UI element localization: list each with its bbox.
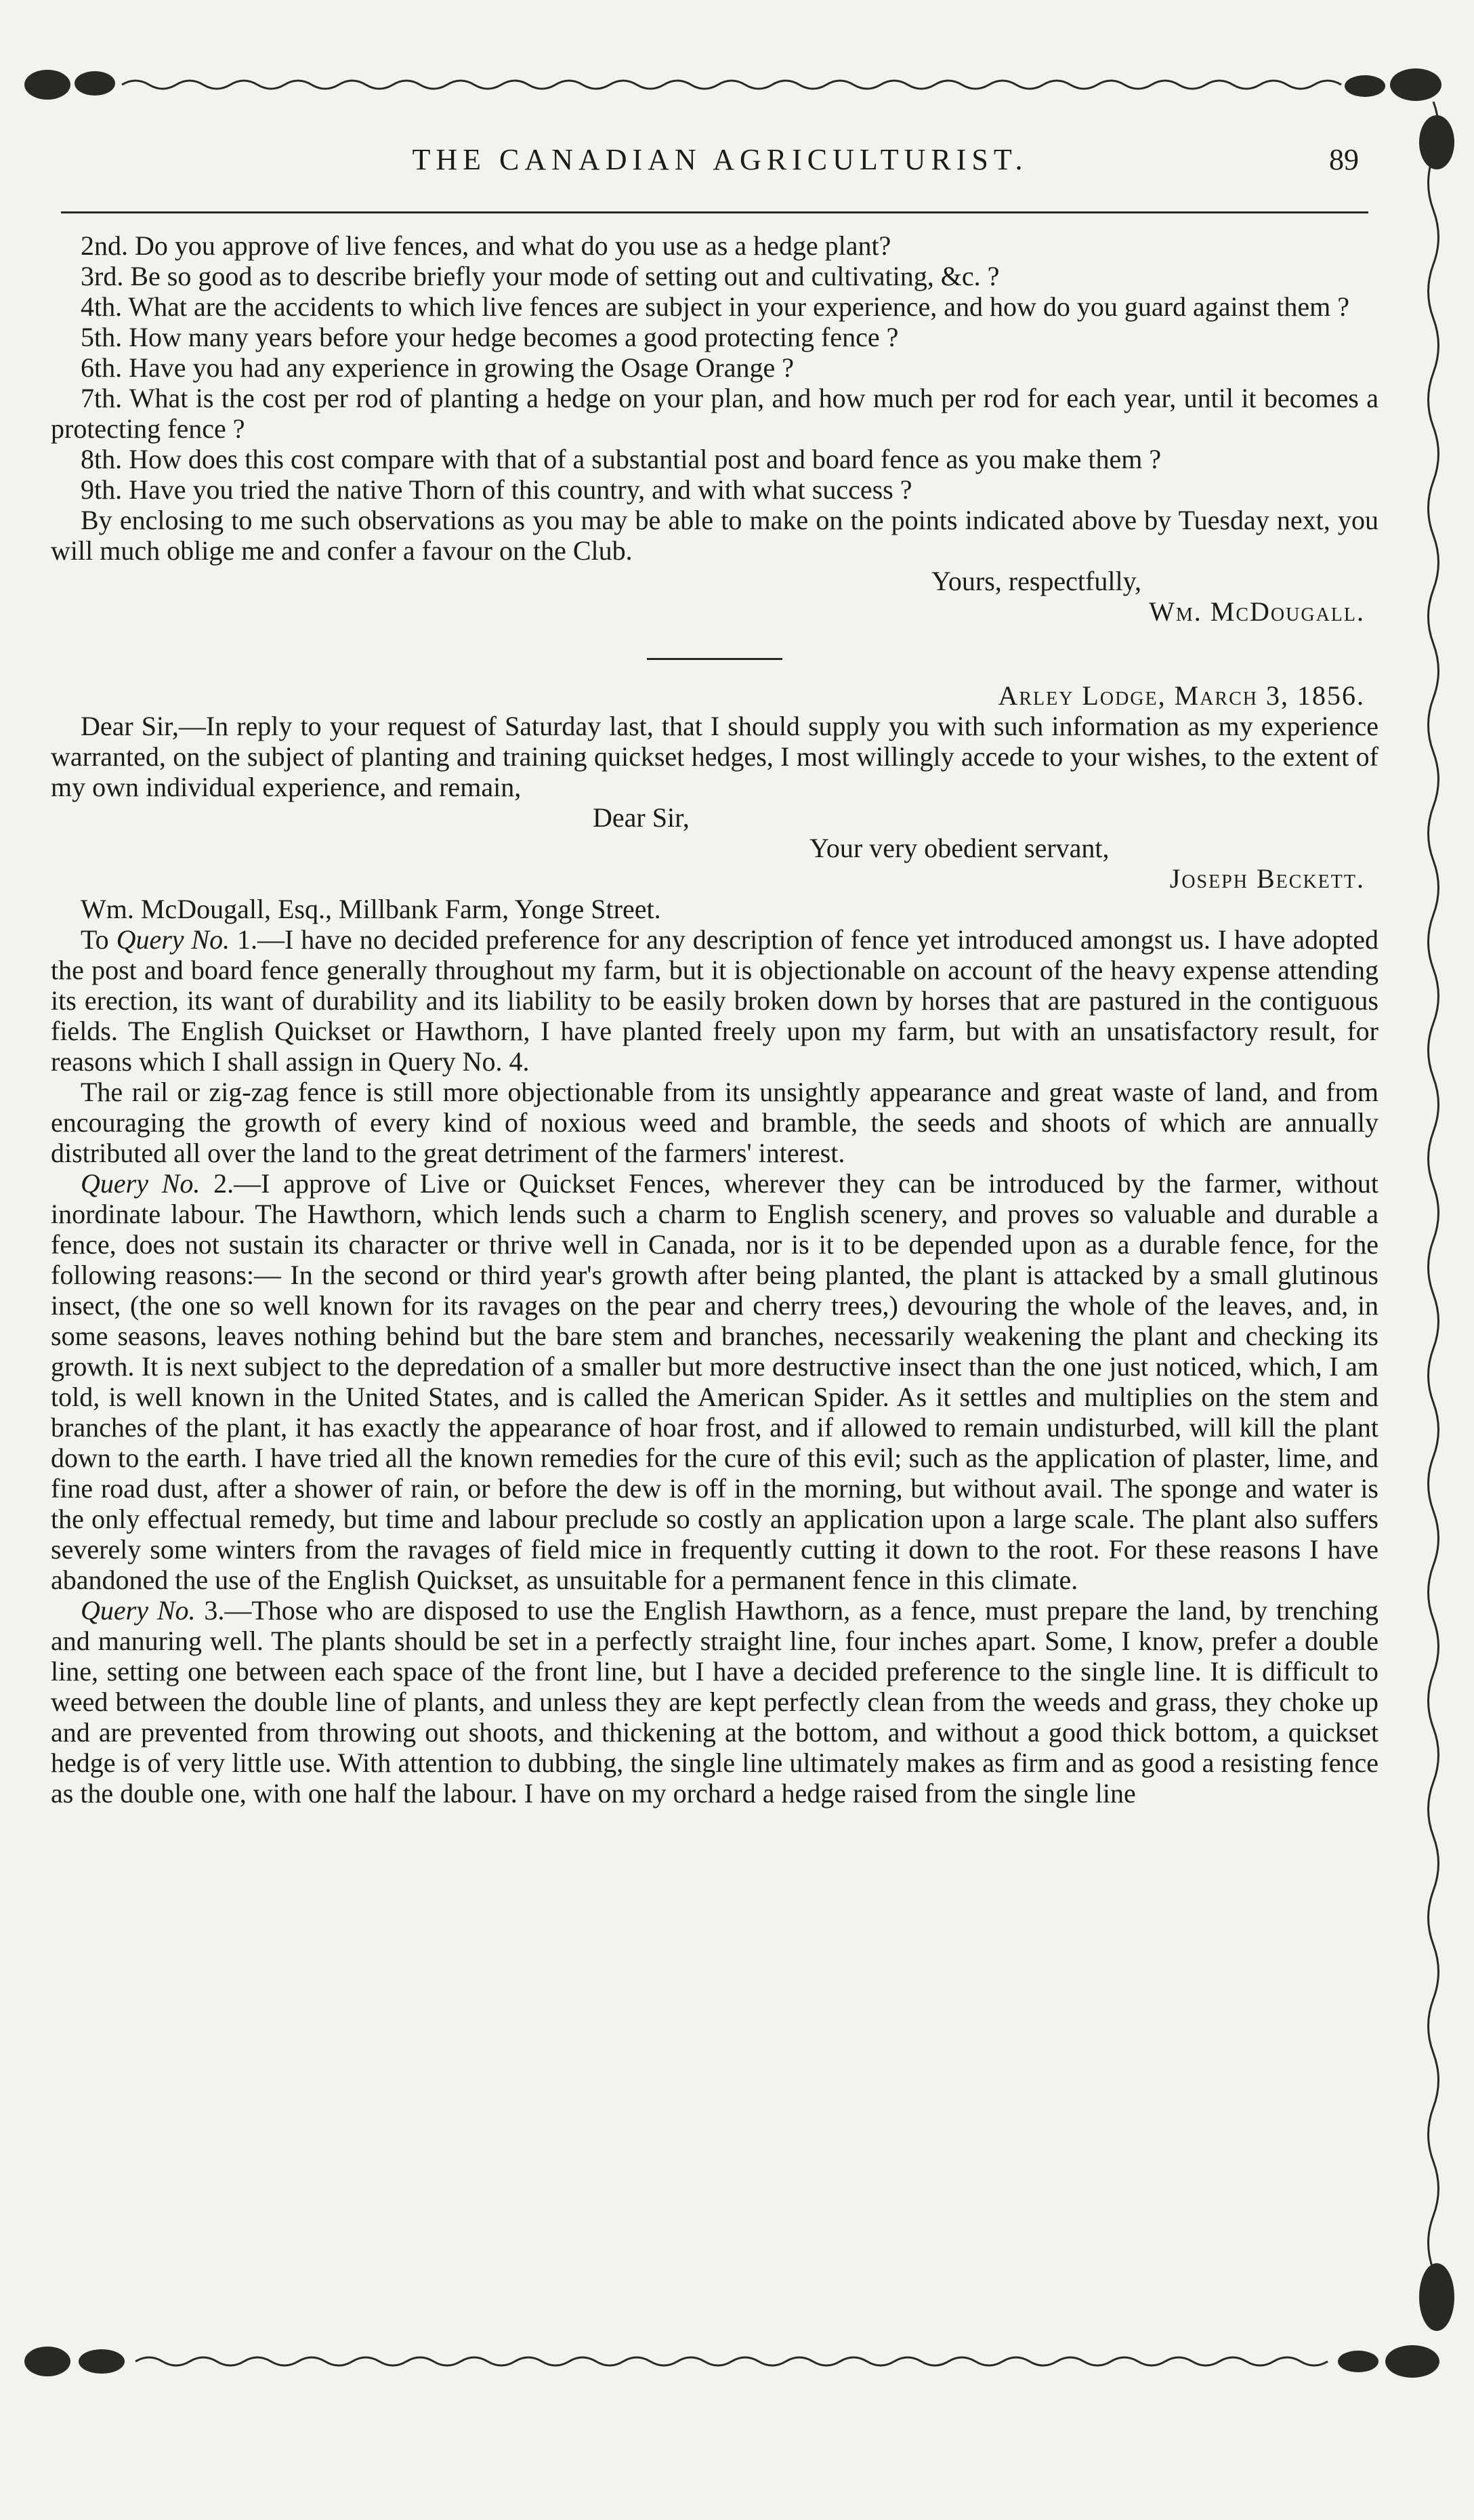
section-divider xyxy=(647,658,782,660)
addressee: Wm. McDougall, Esq., Millbank Farm, Yonge Street. xyxy=(81,894,661,924)
salutation: Dear Sir, xyxy=(593,802,690,833)
top-ornament-border xyxy=(20,64,1450,105)
query-item: 5th. How many years before your hedge becomes a good protecting fence ? xyxy=(81,322,899,352)
query-label: Query No. xyxy=(81,1168,201,1199)
signature-mcdougall: Wm. McDougall. xyxy=(1149,596,1365,627)
page-number: 89 xyxy=(1329,143,1359,176)
answer-text: The rail or zig-zag fence is still more objectionable from its unsightly appearance and great waste of land, and from encouraging the growth of every kind of noxious weed and bramble, the seeds and shoots of which are annually distributed all over the land to the great detriment of the farmers' interest. xyxy=(51,1077,1378,1168)
query-label: Query No. xyxy=(116,924,230,955)
query-item: 7th. What is the cost per rod of planting a hedge on your plan, and how much per rod for each year, until it becomes a protecting fence ? xyxy=(51,383,1378,444)
dateline: Arley Lodge, March 3, 1856. xyxy=(998,680,1365,711)
answer-prefix: To xyxy=(81,924,117,955)
valediction: Your very obedient servant, xyxy=(809,833,1110,863)
answer-paragraph xyxy=(51,1595,1378,1809)
query-label: Query No. xyxy=(81,1595,196,1626)
query-item: 6th. Have you had any experience in growing the Osage Orange ? xyxy=(81,352,794,383)
query-number: 3. xyxy=(195,1595,225,1626)
query-number: 1. xyxy=(230,924,258,955)
query-number: 2. xyxy=(200,1168,234,1199)
signature-beckett: Joseph Beckett. xyxy=(1169,863,1365,894)
query-item: 3rd. Be so good as to describe briefly your mode of setting out and cultivating, &c. ? xyxy=(81,261,1000,291)
header-rule xyxy=(61,211,1368,213)
running-head xyxy=(61,142,1379,190)
query-item: 8th. How does this cost compare with that of a substantial post and board fence as you make them ? xyxy=(81,444,1162,474)
answer-text: —I approve of Live or Quickset Fences, wherever they can be introduced by the farmer, without inordinate labour. The Hawthorn, which lends such a charm to English scenery, and proves so valuable and durable a fence, does not sustain its character or thrive well in Canada, nor is it to be depended upon as a durable fence, for the following reasons:— In the second or third year's growth after being planted, the plant is attacked by a small glutinous insect, (the one so well known for its ravages on the pear and cherry trees,) devouring the whole of the leaves, and, in some seasons, leaves nothing behind but the bare stem and branches, necessarily weakening the plant and checking its growth. It is next subject to the depredation of a smaller but more destructive insect than the one just noticed, which, I am told, is well known in the United States, and is called the American Spider. As it settles and multiplies on the stem and branches of the plant, it has exactly the appearance of hoar frost, and if allowed to remain undisturbed, will kill the plant down to the earth. I have tried all the known remedies for the cure of this evil; such as the application of plaster, lime, and fine road dust, after a shower of rain, or before the dew is off in the morning, but without avail. The sponge and water is the only effectual remedy, but time and labour preclude so costly an application upon a large scale. The plant also suffers severely some winters from the ravages of field mice in frequently cutting it down to the root. For these reasons I have abandoned the use of the English Quickset, as unsuitable for a permanent fence in this climate. xyxy=(51,1168,1378,1595)
answer-paragraph xyxy=(51,1077,1378,1168)
letter-body: Dear Sir,—In reply to your request of Saturday last, that I should supply you with such information as my experience warranted, on the subject of planting and training quickset hedges, I most willingly accede to your wishes, to the extent of my own individual experience, and remain, xyxy=(51,711,1378,802)
bottom-ornament-border xyxy=(20,2341,1450,2382)
running-title: THE CANADIAN AGRICULTURIST. xyxy=(412,143,1028,176)
answer-text: —I have no decided preference for any description of fence yet introduced amongst us. I have adopted the post and board fence generally throughout my farm, but it is objectionable on account of the heavy expense attending its erection, its want of durability and its liability to be easily broken down by horses that are pastured in the contiguous fields. The English Quickset or Hawthorn, I have planted freely upon my farm, but with an unsatisfactory result, for reasons which I shall assign in Query No. 4. xyxy=(51,924,1379,1077)
right-ornament-border xyxy=(1406,102,1460,2351)
answers xyxy=(51,924,1378,1809)
closing-paragraph: By enclosing to me such observations as you may be able to make on the points indicated above by Tuesday next, you will much oblige me and confer a favour on the Club. xyxy=(51,505,1378,566)
answer-paragraph xyxy=(51,924,1378,1077)
page-body xyxy=(51,230,1378,1809)
letter-beckett xyxy=(51,680,1378,924)
answer-paragraph xyxy=(51,1168,1378,1595)
letter-mcdougall xyxy=(51,230,1378,627)
answer-text: —Those who are disposed to use the English Hawthorn, as a fence, must prepare the land, by trenching and manuring well. The plants should be set in a perfectly straight line, four inches apart. Some, I know, prefer a double line, setting one between each space of the front line, but I have a decided preference to the single line. It is difficult to weed between the double line of plants, and unless they are kept perfectly clean from the weeds and grass, they choke up and are prevented from throwing out shoots, and thickening at the bottom, and without a good thick bottom, a quickset hedge is of very little use. With attention to dubbing, the single line ultimately makes as firm and as good a resisting fence as the double one, with one half the labour. I have on my orchard a hedge raised from the single line xyxy=(51,1595,1378,1809)
query-item: 4th. What are the accidents to which live fences are subject in your experience, and how do you guard against them ? xyxy=(81,291,1350,322)
query-item: 9th. Have you tried the native Thorn of this country, and with what success ? xyxy=(81,474,912,505)
valediction: Yours, respectfully, xyxy=(931,566,1141,596)
query-item: 2nd. Do you approve of live fences, and what do you use as a hedge plant? xyxy=(81,230,891,261)
